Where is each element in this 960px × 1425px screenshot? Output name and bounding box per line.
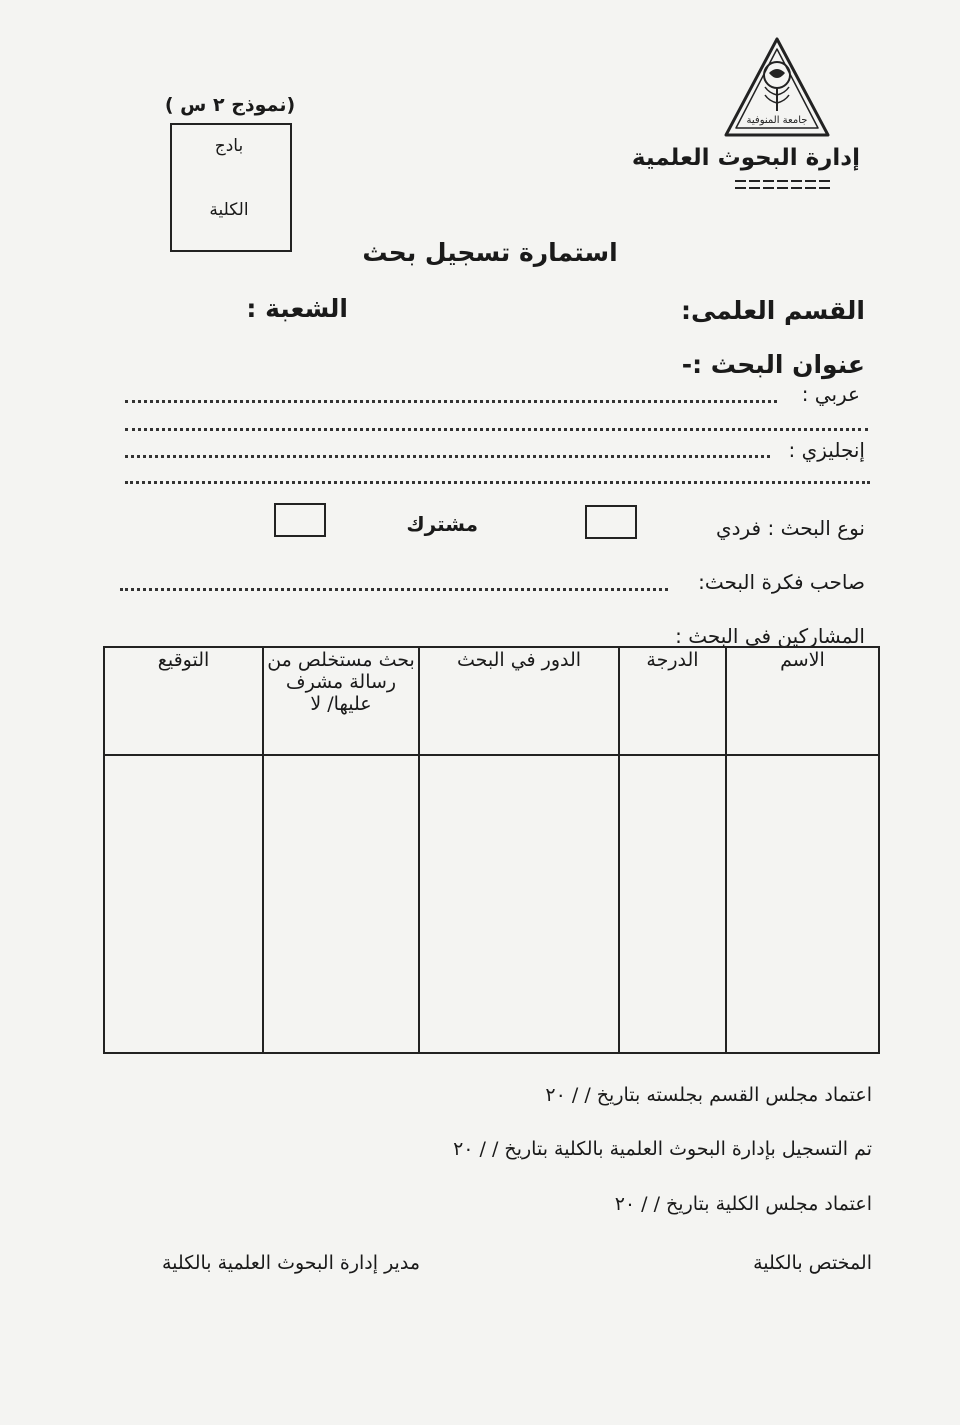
thesis-cell[interactable] — [263, 755, 419, 1053]
english-title-line-2[interactable] — [125, 481, 870, 484]
degree-cell[interactable] — [619, 755, 726, 1053]
role-cell[interactable] — [419, 755, 619, 1053]
research-title-label: عنوان البحث :- — [681, 350, 865, 379]
form-title: استمارة تسجيل بحث — [362, 238, 618, 267]
research-type-joint-label: مشترك — [406, 512, 478, 536]
header-double-rule — [735, 178, 833, 192]
faculty-council-approval: اعتماد مجلس الكلية بتاريخ / / ٢٠ — [614, 1193, 872, 1215]
badge-label: بادج — [214, 136, 244, 156]
arabic-title-line-2[interactable] — [125, 428, 868, 431]
registration-date: تم التسجيل بإدارة البحوث العلمية بالكلية بتاريخ / / ٢٠ — [453, 1138, 872, 1160]
badge-faculty-label: الكلية — [209, 200, 249, 220]
department-council-approval: اعتماد مجلس القسم بجلسته بتاريخ / / ٢٠ — [545, 1084, 872, 1106]
participants-label: المشاركين في البحث : — [675, 624, 865, 648]
university-logo — [722, 35, 832, 145]
logo-lettering: جامعة المنوفية — [746, 115, 808, 126]
department-label: القسم العلمى: — [680, 296, 865, 325]
joint-checkbox[interactable] — [274, 503, 326, 537]
branch-label: الشعبة : — [246, 294, 348, 323]
header-thesis-derived: بحث مستخلص من رسالة مشرف عليها/ لا — [263, 647, 419, 755]
header-degree: الدرجة — [619, 647, 726, 755]
arabic-title-line-1[interactable] — [125, 400, 777, 403]
form-code: (نموذج ٢ س ) — [164, 94, 296, 116]
signature-cell[interactable] — [104, 755, 263, 1053]
header-signature: التوقيع — [104, 647, 263, 755]
idea-owner-line[interactable] — [120, 588, 668, 591]
arabic-title-label: عربي : — [801, 382, 860, 406]
english-title-line-1[interactable] — [125, 455, 770, 458]
org-name: إدارة البحوث العلمية — [631, 145, 860, 171]
header-role: الدور في البحث — [419, 647, 619, 755]
header-name: الاسم — [726, 647, 879, 755]
name-cell[interactable] — [726, 755, 879, 1053]
table-row — [104, 755, 879, 1053]
manager-signature-label: مدير إدارة البحوث العلمية بالكلية — [162, 1252, 420, 1274]
idea-owner-label: صاحب فكرة البحث: — [698, 570, 865, 594]
participants-table — [103, 646, 880, 1054]
specialist-signature-label: المختص بالكلية — [753, 1252, 872, 1274]
individual-checkbox[interactable] — [585, 505, 637, 539]
research-type-individual-label: نوع البحث : فردي — [715, 516, 865, 540]
english-title-label: إنجليزي : — [788, 438, 865, 462]
